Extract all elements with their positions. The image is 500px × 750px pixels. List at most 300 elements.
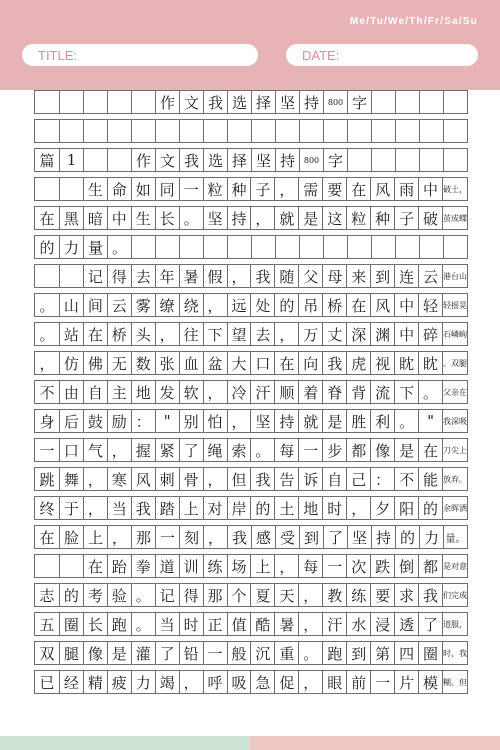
grid-cell xyxy=(179,236,203,258)
grid-cell: 的 xyxy=(274,294,298,316)
grid-cell: 天 xyxy=(274,584,298,606)
grid-cell xyxy=(419,120,443,142)
grid-cell: 佛 xyxy=(83,352,107,374)
grid-cell: 子 xyxy=(250,178,274,200)
grid-cell xyxy=(251,236,275,258)
grid-cell: 刺 xyxy=(155,468,179,490)
grid-cell: 粒 xyxy=(203,178,227,200)
grid-cell: 到 xyxy=(346,642,370,664)
grid-cell: 酷 xyxy=(250,613,274,635)
grid-cell: 就 xyxy=(298,410,322,432)
grid-cell: 万 xyxy=(298,323,322,345)
grid-cell: 持 xyxy=(274,410,298,432)
grid-cell: 在 xyxy=(346,178,370,200)
grid-cell: ， xyxy=(107,439,131,461)
grid-cell: 眈 xyxy=(418,352,442,374)
grid-cell: 800 xyxy=(299,149,323,171)
grid-cell: ， xyxy=(274,555,298,577)
grid-cell: 别 xyxy=(179,410,203,432)
grid-cell: 拳 xyxy=(131,555,155,577)
grid-cell: 软 xyxy=(179,381,203,403)
grid-cell: 仿 xyxy=(59,352,83,374)
grid-cell: 我 xyxy=(179,149,203,171)
grid-cell: 字 xyxy=(323,149,347,171)
grid-cell: 一 xyxy=(155,526,179,548)
grid-cell: 。 xyxy=(394,410,418,432)
grid-row xyxy=(34,467,468,491)
grid-cell: 我 xyxy=(322,352,346,374)
grid-cell: 余晖洒 xyxy=(442,497,467,519)
grid-cell: 如 xyxy=(131,178,155,200)
grid-cell: 是 xyxy=(394,439,418,461)
grid-cell: 假 xyxy=(203,265,227,287)
grid-cell: 一 xyxy=(39,441,55,460)
grid-cell: 。 xyxy=(39,296,55,315)
grid-cell: ， xyxy=(203,468,227,490)
grid-cell: ， xyxy=(203,381,227,403)
grid-cell: 浸 xyxy=(370,613,394,635)
grid-cell: 土 xyxy=(274,497,298,519)
grid-cell: 石嶙峋 xyxy=(442,323,467,345)
grid-cell: 文 xyxy=(155,149,179,171)
grid-cell xyxy=(59,555,83,577)
grid-cell: 绕 xyxy=(179,294,203,316)
grid-cell: 圈 xyxy=(59,613,83,635)
grid-cell: 我 xyxy=(203,91,227,113)
grid-cell: 作 xyxy=(155,91,179,113)
grid-cell: 中 xyxy=(418,178,442,200)
grid-cell: 的 xyxy=(59,584,83,606)
grid-cell: 量。 xyxy=(443,526,467,548)
grid-cell: 粒 xyxy=(346,207,370,229)
grid-cell xyxy=(323,236,347,258)
grid-cell xyxy=(35,178,59,200)
grid-cell: 间 xyxy=(83,294,107,316)
grid-cell: 在 xyxy=(39,209,55,228)
grid-cell: 当 xyxy=(107,497,131,519)
grid-cell: 文 xyxy=(179,91,203,113)
grid-cell: 我深吸 xyxy=(442,410,467,432)
grid-cell xyxy=(59,91,83,113)
writing-grid xyxy=(34,90,468,750)
grid-cell: ， xyxy=(227,410,251,432)
grid-cell: 去 xyxy=(250,323,274,345)
grid-cell: 深 xyxy=(346,323,370,345)
grid-cell: ， xyxy=(83,497,107,519)
grid-cell: 促 xyxy=(274,671,298,693)
grid-cell: 同 xyxy=(155,178,179,200)
grid-cell: 随 xyxy=(274,265,298,287)
grid-cell: 舞 xyxy=(59,468,83,490)
grid-cell: 夏 xyxy=(250,584,274,606)
grid-cell: 择 xyxy=(251,91,275,113)
grid-cell: 连 xyxy=(394,265,418,287)
grid-cell: 感 xyxy=(251,526,275,548)
grid-cell: 桥 xyxy=(322,294,346,316)
grid-cell: 在 xyxy=(346,294,370,316)
grid-cell xyxy=(395,91,419,113)
grid-cell: 一 xyxy=(203,642,227,664)
grid-cell: 诉 xyxy=(298,468,322,490)
grid-cell xyxy=(131,120,155,142)
grid-cell: 自 xyxy=(83,381,107,403)
grid-cell: 头 xyxy=(131,323,155,345)
grid-cell: ， xyxy=(39,354,55,373)
grid-cell: 了 xyxy=(323,526,347,548)
grid-cell: 力 xyxy=(59,236,83,258)
grid-cell: 生 xyxy=(131,207,155,229)
grid-cell: 中 xyxy=(394,294,418,316)
grid-cell xyxy=(395,149,419,171)
grid-cell: 云 xyxy=(107,294,131,316)
grid-row xyxy=(34,206,468,230)
grid-cell: 踏 xyxy=(155,497,179,519)
grid-cell: 吸 xyxy=(227,671,251,693)
grid-cell: 对 xyxy=(203,497,227,519)
grid-cell: 冷 xyxy=(227,381,251,403)
grid-cell: 坚 xyxy=(250,410,274,432)
grid-cell: 由 xyxy=(59,381,83,403)
grid-row xyxy=(34,322,468,346)
grid-cell: 800 xyxy=(323,91,347,113)
grid-cell: 风 xyxy=(131,468,155,490)
grid-cell xyxy=(59,120,83,142)
grid-cell: 张 xyxy=(155,352,179,374)
grid-cell: 。 xyxy=(298,642,322,664)
grid-cell: 年 xyxy=(155,265,179,287)
grid-cell: 不 xyxy=(394,468,418,490)
grid-cell: 篇 xyxy=(39,151,55,170)
grid-cell: 黑 xyxy=(59,207,83,229)
grid-cell: 握 xyxy=(131,439,155,461)
grid-cell: 每 xyxy=(274,439,298,461)
grid-cell: ， xyxy=(179,671,203,693)
grid-cell: 持 xyxy=(371,526,395,548)
grid-cell: 像 xyxy=(83,642,107,664)
grid-cell: 后 xyxy=(59,410,83,432)
grid-row xyxy=(34,90,468,114)
grid-cell: 时，我 xyxy=(442,642,467,664)
grid-cell xyxy=(203,236,227,258)
grid-cell xyxy=(395,120,419,142)
grid-cell: 刀尖上 xyxy=(442,439,467,461)
grid-cell: 我 xyxy=(131,497,155,519)
grid-cell xyxy=(155,236,179,258)
grid-cell: 暑 xyxy=(274,613,298,635)
grid-cell: 已 xyxy=(39,673,55,692)
grid-cell: 。 xyxy=(131,613,155,635)
grid-cell: 求 xyxy=(394,584,418,606)
grid-cell: 。 xyxy=(418,381,442,403)
grid-cell: ， xyxy=(298,613,322,635)
grid-cell: 得 xyxy=(107,265,131,287)
grid-cell: 坚 xyxy=(251,149,275,171)
grid-cell: 五 xyxy=(39,615,55,634)
grid-cell: 放弃。 xyxy=(442,468,467,490)
grid-cell: ， xyxy=(274,323,298,345)
grid-row xyxy=(34,525,468,549)
grid-cell: 像 xyxy=(370,439,394,461)
grid-cell: ， xyxy=(274,178,298,200)
grid-cell xyxy=(35,265,59,287)
grid-cell: 受 xyxy=(275,526,299,548)
grid-cell: 。双腿 xyxy=(442,352,467,374)
grid-cell: 坚 xyxy=(203,207,227,229)
grid-cell: 是 xyxy=(107,642,131,664)
grid-row xyxy=(34,554,468,578)
grid-cell: 了 xyxy=(179,439,203,461)
grid-cell xyxy=(275,120,299,142)
grid-cell xyxy=(179,120,203,142)
grid-cell: 持 xyxy=(275,149,299,171)
grid-cell: 岸 xyxy=(227,497,251,519)
grid-cell: 步 xyxy=(322,439,346,461)
grid-cell: 了 xyxy=(418,613,442,635)
grid-cell: 种 xyxy=(370,207,394,229)
grid-cell: 刻 xyxy=(179,526,203,548)
grid-row xyxy=(34,670,468,694)
weekday-selector: Me/Tu/We/Th/Fr/Sa/Su xyxy=(349,16,478,27)
grid-cell: 雨 xyxy=(394,178,418,200)
grid-cell: 父 xyxy=(298,265,322,287)
grid-cell xyxy=(83,91,107,113)
grid-cell: 血 xyxy=(179,352,203,374)
grid-cell: 灌 xyxy=(131,642,155,664)
grid-cell: 骨 xyxy=(179,468,203,490)
grid-cell xyxy=(443,120,467,142)
grid-cell: 值 xyxy=(227,613,251,635)
bottom-band-pink xyxy=(250,736,500,750)
grid-cell: 渊 xyxy=(370,323,394,345)
grid-cell xyxy=(395,236,419,258)
grid-cell: 眼 xyxy=(322,671,346,693)
grid-cell: 向 xyxy=(298,352,322,374)
grid-cell: 糊。但 xyxy=(442,671,467,693)
grid-cell: " xyxy=(418,410,442,432)
grid-cell: 脊 xyxy=(322,381,346,403)
grid-cell: 时 xyxy=(179,613,203,635)
grid-cell: 量 xyxy=(83,236,107,258)
grid-cell xyxy=(35,91,59,113)
grid-cell: 就 xyxy=(274,207,298,229)
bottom-color-band xyxy=(0,736,500,750)
grid-cell: 寒 xyxy=(107,468,131,490)
grid-cell: 模 xyxy=(418,671,442,693)
grid-cell: " xyxy=(155,410,179,432)
grid-cell xyxy=(107,149,131,171)
grid-cell: 风 xyxy=(370,294,394,316)
grid-cell xyxy=(347,236,371,258)
grid-cell: 缭 xyxy=(155,294,179,316)
title-field[interactable]: TITLE: xyxy=(22,44,258,66)
grid-cell: 能 xyxy=(418,468,442,490)
grid-cell: 疲 xyxy=(107,671,131,693)
grid-cell: 吊 xyxy=(298,294,322,316)
grid-cell: 场 xyxy=(227,555,251,577)
grid-cell: ， xyxy=(298,671,322,693)
grid-row xyxy=(34,438,468,462)
grid-cell xyxy=(251,120,275,142)
date-field[interactable]: DATE: xyxy=(286,44,478,66)
grid-cell: 己 xyxy=(346,468,370,490)
grid-cell: ： xyxy=(370,468,394,490)
grid-cell: 胜 xyxy=(346,410,370,432)
grid-cell: 时 xyxy=(322,497,346,519)
grid-row xyxy=(34,496,468,520)
grid-cell: 记 xyxy=(155,584,179,606)
grid-cell: 脸 xyxy=(59,526,83,548)
grid-cell: 在 xyxy=(83,323,107,345)
grid-cell: 是对意 xyxy=(442,555,467,577)
grid-cell xyxy=(275,236,299,258)
grid-cell: 我 xyxy=(227,526,251,548)
grid-cell: 种 xyxy=(227,178,251,200)
grid-cell: 们完成 xyxy=(442,584,467,606)
grid-cell: 是 xyxy=(322,410,346,432)
grid-cell: 无 xyxy=(107,352,131,374)
grid-cell: 第 xyxy=(370,642,394,664)
grid-cell: 生 xyxy=(83,178,107,200)
grid-cell: 站 xyxy=(59,323,83,345)
grid-cell: 往 xyxy=(179,323,203,345)
grid-cell xyxy=(371,91,395,113)
grid-cell: 风 xyxy=(370,178,394,200)
grid-cell: 一 xyxy=(179,178,203,200)
grid-cell: 前 xyxy=(346,671,370,693)
grid-cell: 到 xyxy=(370,265,394,287)
grid-cell: 去 xyxy=(131,265,155,287)
grid-cell: 自 xyxy=(322,468,346,490)
grid-cell: 地 xyxy=(131,381,155,403)
grid-cell: 的 xyxy=(250,497,274,519)
grid-cell xyxy=(419,91,443,113)
grid-cell: 。 xyxy=(107,236,131,258)
grid-cell: 那 xyxy=(203,584,227,606)
grid-cell: 云 xyxy=(418,265,442,287)
grid-cell: 得 xyxy=(179,584,203,606)
grid-cell: 。 xyxy=(179,207,203,229)
grid-cell: 夕 xyxy=(370,497,394,519)
grid-cell: 急 xyxy=(250,671,274,693)
grid-cell: 我 xyxy=(250,265,274,287)
grid-cell: ， xyxy=(250,207,274,229)
grid-cell: 考 xyxy=(83,584,107,606)
grid-cell: 雾 xyxy=(131,294,155,316)
grid-cell xyxy=(227,236,251,258)
grid-cell xyxy=(371,149,395,171)
grid-cell: 教 xyxy=(322,584,346,606)
grid-cell: 在 xyxy=(418,439,442,461)
grid-cell: 破土， xyxy=(442,178,467,200)
grid-cell: 在 xyxy=(83,555,107,577)
grid-cell: 中 xyxy=(394,323,418,345)
grid-cell: 下 xyxy=(394,381,418,403)
grid-cell: 这 xyxy=(322,207,346,229)
grid-cell: 背 xyxy=(346,381,370,403)
grid-row xyxy=(34,612,468,636)
grid-cell: 数 xyxy=(131,352,155,374)
grid-cell: 气 xyxy=(83,439,107,461)
grid-cell: 都 xyxy=(418,555,442,577)
grid-cell: 我 xyxy=(250,468,274,490)
grid-cell: 子 xyxy=(394,207,418,229)
grid-cell: 暑 xyxy=(179,265,203,287)
grid-cell: 丈 xyxy=(322,323,346,345)
grid-cell: 片 xyxy=(394,671,418,693)
grid-cell: 呼 xyxy=(203,671,227,693)
grid-row xyxy=(34,641,468,665)
grid-cell: 上 xyxy=(179,497,203,519)
grid-cell: 命 xyxy=(107,178,131,200)
grid-cell: 跑 xyxy=(107,613,131,635)
grid-cell: 茧成蝶 xyxy=(442,207,467,229)
grid-cell: 倒 xyxy=(394,555,418,577)
grid-cell: 怕 xyxy=(203,410,227,432)
grid-cell: 的 xyxy=(395,526,419,548)
grid-cell: 经 xyxy=(59,671,83,693)
grid-cell xyxy=(323,120,347,142)
grid-cell: 身 xyxy=(39,412,55,431)
grid-cell: 跑 xyxy=(322,642,346,664)
grid-cell xyxy=(443,91,467,113)
grid-cell: 1 xyxy=(59,149,83,171)
grid-cell: 告 xyxy=(274,468,298,490)
grid-cell: 远 xyxy=(227,294,251,316)
grid-cell xyxy=(83,149,107,171)
grid-cell: 。 xyxy=(250,439,274,461)
grid-cell xyxy=(131,236,155,258)
grid-row xyxy=(34,380,468,404)
grid-cell: 水 xyxy=(346,613,370,635)
grid-cell: 都 xyxy=(346,439,370,461)
grid-cell xyxy=(155,120,179,142)
grid-cell: 山 xyxy=(59,294,83,316)
grid-cell: 铅 xyxy=(179,642,203,664)
grid-cell: 每 xyxy=(298,555,322,577)
grid-cell: 汗 xyxy=(250,381,274,403)
grid-cell xyxy=(443,149,467,171)
grid-cell: 沉 xyxy=(250,642,274,664)
grid-cell: 持 xyxy=(227,207,251,229)
grid-cell: 。 xyxy=(131,584,155,606)
grid-cell: 字 xyxy=(347,91,371,113)
grid-cell xyxy=(131,91,155,113)
grid-cell: 记 xyxy=(83,265,107,287)
grid-cell: 流 xyxy=(370,381,394,403)
grid-cell: 当 xyxy=(155,613,179,635)
grid-cell: 志 xyxy=(39,586,55,605)
grid-cell xyxy=(419,149,443,171)
grid-cell: ， xyxy=(203,526,227,548)
grid-cell xyxy=(35,555,59,577)
grid-cell: 选 xyxy=(227,91,251,113)
grid-cell: 轻 xyxy=(418,294,442,316)
grid-cell xyxy=(107,91,131,113)
grid-cell: 眈 xyxy=(394,352,418,374)
grid-cell: 上 xyxy=(83,526,107,548)
grid-cell: 跆 xyxy=(107,555,131,577)
grid-cell: 碎 xyxy=(418,323,442,345)
grid-cell: 正 xyxy=(203,613,227,635)
grid-cell: 上 xyxy=(250,555,274,577)
grid-cell: ： xyxy=(131,410,155,432)
grid-cell: 望 xyxy=(227,323,251,345)
grid-cell: 于 xyxy=(59,497,83,519)
grid-row xyxy=(34,119,468,143)
grid-cell: 盆 xyxy=(203,352,227,374)
grid-cell: 持 xyxy=(299,91,323,113)
grid-cell: 。 xyxy=(39,325,55,344)
